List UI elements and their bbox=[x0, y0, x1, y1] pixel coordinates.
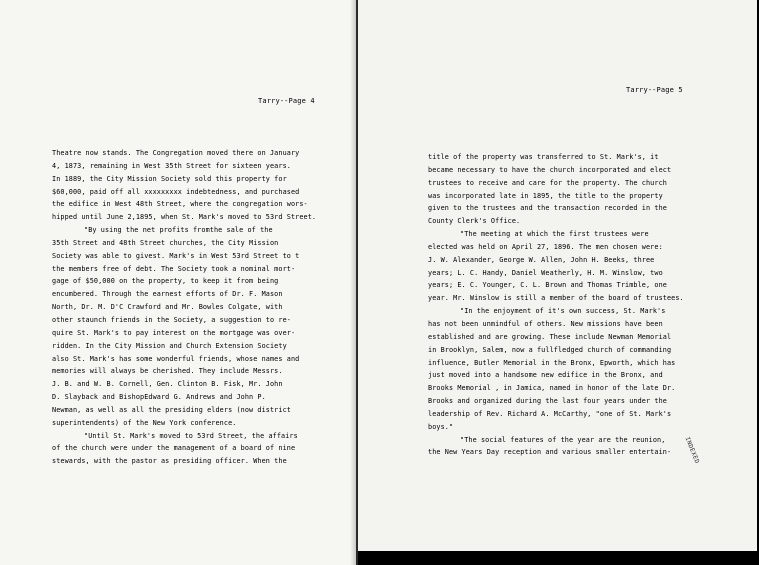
left-page-header: Tarry--Page 4 bbox=[258, 97, 315, 105]
text-line: Brooks and organized during the last four years under the bbox=[428, 397, 667, 406]
text-line: established and are growing. These include Newman Memorial bbox=[428, 332, 672, 341]
text-line: $60,000, paid off all xxxxxxxxx indebtedness, and purchased bbox=[52, 187, 300, 196]
text-line: title of the property was transferred to St. Mark's, it bbox=[428, 153, 659, 161]
text-line: In 1889, the City Mission Society sold this property for bbox=[52, 174, 287, 183]
text-line: superintendents) of the New York conference. bbox=[52, 418, 237, 427]
text-line: J. W. Alexander, George W. Allen, John H. Beeks, three bbox=[428, 255, 655, 264]
text-line: ridden. In the City Mission and Church Extension Society bbox=[52, 341, 287, 350]
text-line: the New Years Day reception and various smaller entertain- bbox=[428, 448, 672, 457]
text-line: of the church were under the management of a board of nine bbox=[52, 444, 296, 453]
indexed-stamp: INDEXED bbox=[683, 436, 701, 465]
text-line: hipped until June 2,1895, when St. Mark's moved to 53rd Street. bbox=[52, 213, 317, 222]
scan-border-bottom bbox=[358, 551, 759, 565]
text-line: North, Dr. M. D'C Crawford and Mr. Bowles Colgate, with bbox=[52, 303, 283, 312]
text-line: "Until St. Mark's moved to 53rd Street, the affairs bbox=[84, 431, 298, 440]
text-line: the edifice in West 48th Street, where the congregation wors- bbox=[52, 200, 308, 209]
text-line: leadership of Rev. Richard A. McCarthy, "one of St. Mark's bbox=[428, 409, 672, 418]
text-line: was incorporated late in 1895, the title to the property bbox=[428, 191, 663, 200]
text-line: quire St. Mark's to pay interest on the mortgage was over- bbox=[52, 328, 296, 337]
text-line: Theatre now stands. The Congregation moved there on January bbox=[52, 149, 300, 157]
text-line: "The meeting at which the first trustees were bbox=[460, 230, 649, 239]
text-line: encumbered. Through the earnest efforts of Dr. F. Mason bbox=[52, 290, 283, 299]
text-line: just moved into a handsome new edifice in the Bronx, and bbox=[428, 371, 663, 380]
text-line: Brooks Memorial , in Jamica, named in honor of the late Dr. bbox=[428, 384, 676, 393]
right-page-body bbox=[428, 151, 703, 459]
text-line: years; L. C. Handy, Daniel Weatherly, H. M. Winslow, two bbox=[428, 268, 663, 277]
text-line: gage of $50,000 on the property, to keep it from being bbox=[52, 277, 279, 286]
text-line: elected was held on April 27, 1896. The men chosen were: bbox=[428, 242, 663, 251]
text-line: boys." bbox=[428, 422, 454, 431]
right-page-header: Tarry--Page 5 bbox=[626, 86, 683, 94]
text-line: in Brooklyn, Salem, now a fullfledged church of commanding bbox=[428, 345, 672, 354]
text-line: Society was able to givest. Mark's in West 53rd Street to t bbox=[52, 251, 300, 260]
text-line: year. Mr. Winslow is still a member of the board of trustees. bbox=[428, 294, 684, 303]
text-line: given to the trustees and the transaction recorded in the bbox=[428, 204, 667, 213]
text-line: influence, Butler Memorial in the Bronx, Epworth, which has bbox=[428, 358, 676, 367]
text-line: trustees to receive and care for the property. The church bbox=[428, 178, 667, 187]
text-line: also St. Mark's has some wonderful friends, whose names and bbox=[52, 354, 300, 363]
text-line: 35th Street and 48th Street churches, the City Mission bbox=[52, 238, 279, 247]
text-line: "By using the net profits fromthe sale of the bbox=[84, 226, 273, 235]
text-line: Newman, as well as all the presiding elders (now district bbox=[52, 405, 291, 414]
text-line: "In the enjoyment of it's own success, St. Mark's bbox=[460, 307, 666, 316]
text-line: became necessary to have the church incorporated and elect bbox=[428, 165, 672, 174]
text-line: memories will always be cherished. They include Messrs. bbox=[52, 367, 283, 376]
text-line: other staunch friends in the Society, a suggestion to re- bbox=[52, 315, 291, 324]
text-line: "The social features of the year are the reunion, bbox=[460, 435, 666, 444]
text-line: 4, 1873, remaining in West 35th Street for sixteen years. bbox=[52, 161, 291, 170]
text-line: has not been unmindful of others. New missions have been bbox=[428, 319, 663, 328]
text-line: the members free of debt. The Society took a nominal mort- bbox=[52, 264, 296, 273]
text-line: D. Slayback and BishopEdward G. Andrews and John P. bbox=[52, 393, 266, 402]
left-page-body bbox=[52, 147, 342, 468]
text-line: years; E. C. Younger, C. L. Brown and Thomas Trimble, one bbox=[428, 281, 667, 290]
text-line: J. B. and W. B. Cornell, Gen. Clinton B. Fisk, Mr. John bbox=[52, 380, 283, 389]
text-line: County Clerk's Office. bbox=[428, 217, 521, 226]
text-line: stewards, with the pastor as presiding officer. When the bbox=[52, 457, 287, 466]
